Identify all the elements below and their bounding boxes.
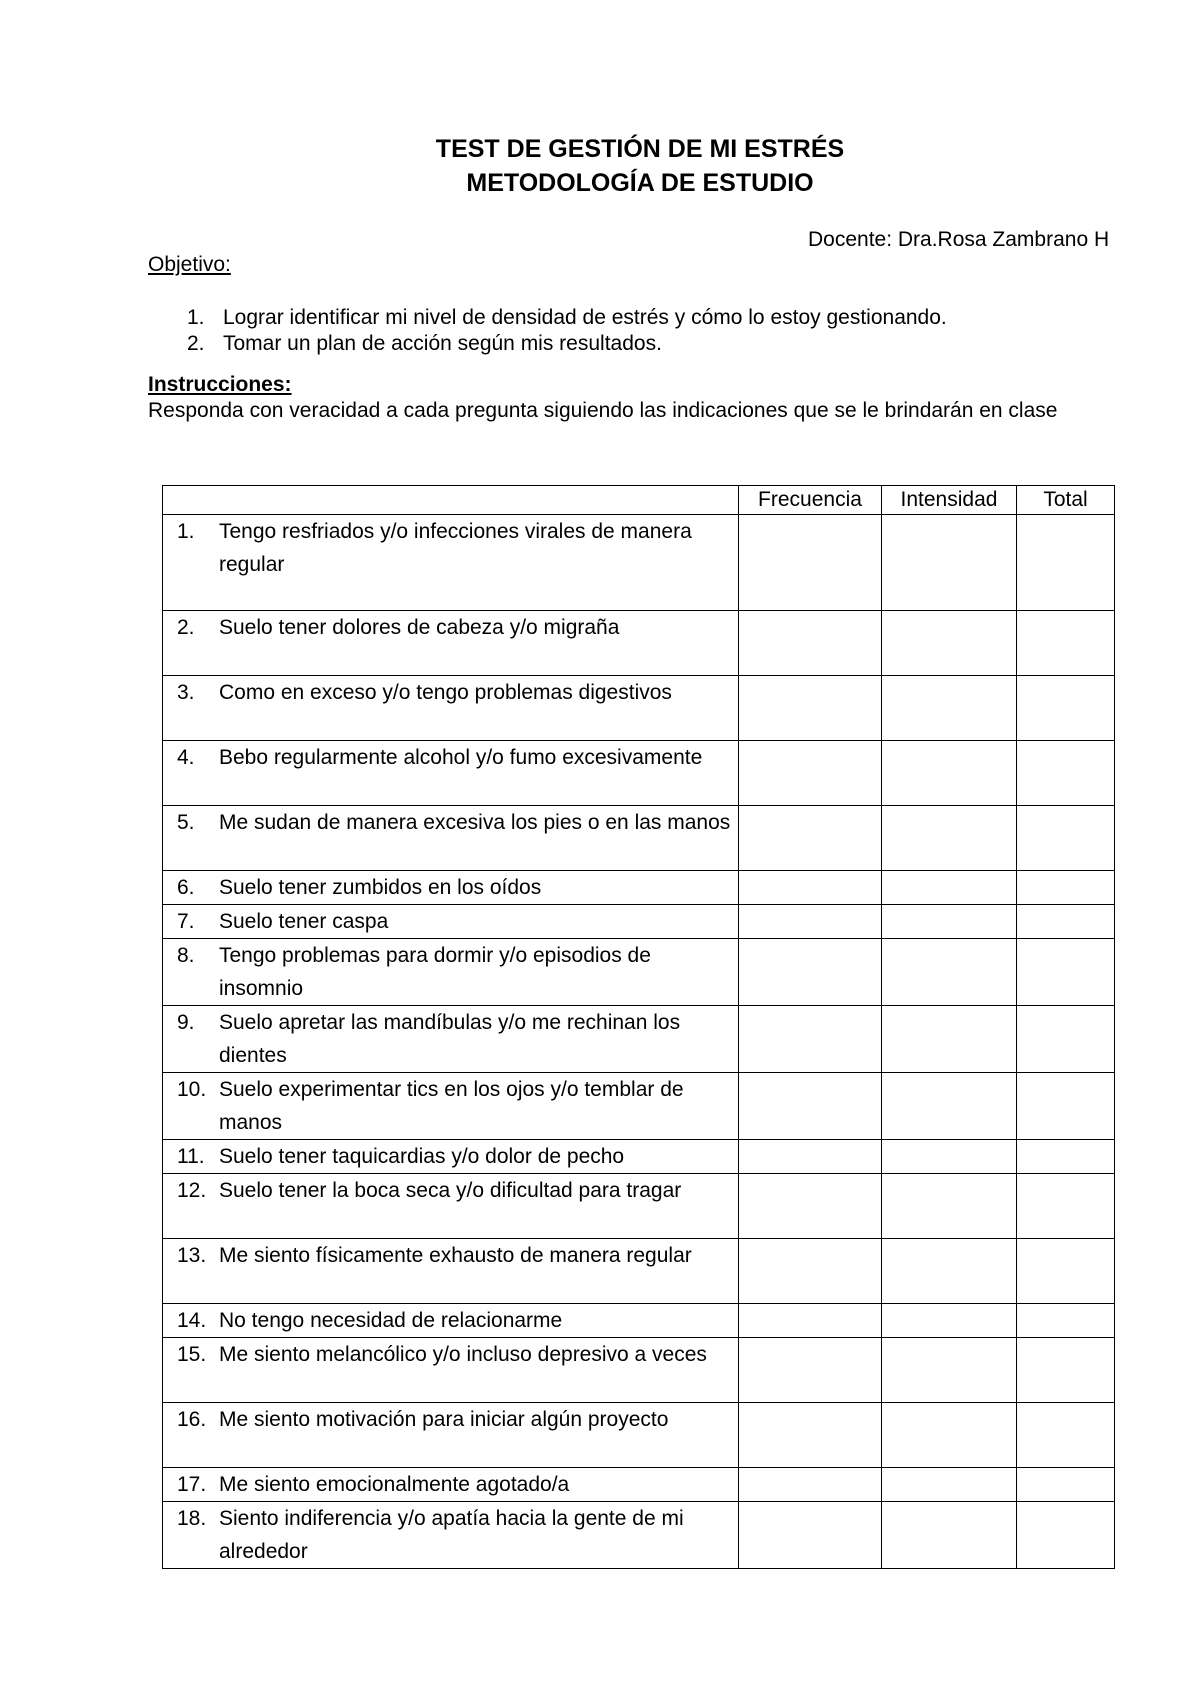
column-header-intensidad: Intensidad <box>882 486 1017 515</box>
question-text: Suelo tener dolores de cabeza y/o migraña <box>219 616 620 639</box>
objetivo-item-number: 2. <box>187 332 205 355</box>
question-cell <box>163 1073 739 1140</box>
intensidad-answer-cell[interactable] <box>882 1174 1017 1239</box>
question-cell <box>163 1338 739 1403</box>
question-number: 4. <box>177 746 195 769</box>
question-cell <box>163 1304 739 1338</box>
question-text: Suelo tener taquicardias y/o dolor de pecho <box>219 1145 625 1168</box>
total-answer-cell[interactable] <box>1017 741 1115 806</box>
table-row <box>163 806 1115 871</box>
question-text: Me siento físicamente exhausto de manera regular <box>219 1244 692 1267</box>
page-title: TEST DE GESTIÓN DE MI ESTRÉS <box>435 135 845 163</box>
question-number: 2. <box>177 616 195 639</box>
intensidad-answer-cell[interactable] <box>882 1468 1017 1502</box>
table-row <box>163 1338 1115 1403</box>
total-answer-cell[interactable] <box>1017 1338 1115 1403</box>
question-number: 11. <box>177 1145 205 1168</box>
total-answer-cell[interactable] <box>1017 611 1115 676</box>
question-number: 14. <box>177 1309 207 1332</box>
question-number: 7. <box>177 910 195 933</box>
intensidad-answer-cell[interactable] <box>882 905 1017 939</box>
total-answer-cell[interactable] <box>1017 905 1115 939</box>
total-answer-cell[interactable] <box>1017 1174 1115 1239</box>
intensidad-answer-cell[interactable] <box>882 515 1017 611</box>
frecuencia-answer-cell[interactable] <box>739 1140 882 1174</box>
intensidad-answer-cell[interactable] <box>882 1502 1017 1569</box>
intensidad-answer-cell[interactable] <box>882 741 1017 806</box>
question-number: 18. <box>177 1507 207 1530</box>
table-row <box>163 1239 1115 1304</box>
question-number: 12. <box>177 1179 207 1202</box>
question-cell <box>163 676 739 741</box>
total-answer-cell[interactable] <box>1017 515 1115 611</box>
frecuencia-answer-cell[interactable] <box>739 939 882 1006</box>
total-answer-cell[interactable] <box>1017 1502 1115 1569</box>
frecuencia-answer-cell[interactable] <box>739 1502 882 1569</box>
total-answer-cell[interactable] <box>1017 1006 1115 1073</box>
frecuencia-answer-cell[interactable] <box>739 806 882 871</box>
question-text: Me siento motivación para iniciar algún proyecto <box>219 1408 669 1431</box>
intensidad-answer-cell[interactable] <box>882 676 1017 741</box>
question-text: Me siento melancólico y/o incluso depresivo a veces <box>219 1343 707 1366</box>
total-answer-cell[interactable] <box>1017 1140 1115 1174</box>
total-answer-cell[interactable] <box>1017 1403 1115 1468</box>
instrucciones-text: Responda con veracidad a cada pregunta siguiendo las indicaciones que se le brindarán en clase <box>148 399 1058 422</box>
question-text: Me siento emocionalmente agotado/a <box>219 1473 570 1496</box>
frecuencia-answer-cell[interactable] <box>739 515 882 611</box>
question-cell <box>163 1239 739 1304</box>
question-text: Tengo problemas para dormir y/o episodios de insomnio <box>219 944 651 1000</box>
question-number: 5. <box>177 811 195 834</box>
table-row <box>163 905 1115 939</box>
table-row <box>163 1502 1115 1569</box>
frecuencia-answer-cell[interactable] <box>739 871 882 905</box>
total-answer-cell[interactable] <box>1017 1073 1115 1140</box>
frecuencia-answer-cell[interactable] <box>739 1304 882 1338</box>
total-answer-cell[interactable] <box>1017 1304 1115 1338</box>
question-cell <box>163 806 739 871</box>
total-answer-cell[interactable] <box>1017 806 1115 871</box>
intensidad-answer-cell[interactable] <box>882 939 1017 1006</box>
question-cell <box>163 1006 739 1073</box>
question-text: Como en exceso y/o tengo problemas digestivos <box>219 681 672 704</box>
table-row <box>163 676 1115 741</box>
total-answer-cell[interactable] <box>1017 939 1115 1006</box>
table-row <box>163 1073 1115 1140</box>
question-number: 3. <box>177 681 195 704</box>
frecuencia-answer-cell[interactable] <box>739 1006 882 1073</box>
frecuencia-answer-cell[interactable] <box>739 611 882 676</box>
table-row <box>163 1174 1115 1239</box>
total-answer-cell[interactable] <box>1017 676 1115 741</box>
column-header-total: Total <box>1017 486 1115 515</box>
intensidad-answer-cell[interactable] <box>882 1403 1017 1468</box>
question-text: Bebo regularmente alcohol y/o fumo excesivamente <box>219 746 703 769</box>
frecuencia-answer-cell[interactable] <box>739 1468 882 1502</box>
docente-label: Docente: Dra.Rosa Zambrano H <box>808 228 1110 251</box>
question-text: Suelo tener la boca seca y/o dificultad para tragar <box>219 1179 682 1202</box>
frecuencia-answer-cell[interactable] <box>739 1174 882 1239</box>
question-text: Suelo experimentar tics en los ojos y/o temblar de manos <box>219 1078 684 1134</box>
frecuencia-answer-cell[interactable] <box>739 1239 882 1304</box>
frecuencia-answer-cell[interactable] <box>739 676 882 741</box>
question-text: Tengo resfriados y/o infecciones virales de manera regular <box>219 520 692 576</box>
frecuencia-answer-cell[interactable] <box>739 905 882 939</box>
question-cell <box>163 515 739 611</box>
frecuencia-answer-cell[interactable] <box>739 1073 882 1140</box>
intensidad-answer-cell[interactable] <box>882 1338 1017 1403</box>
question-text: No tengo necesidad de relacionarme <box>219 1309 563 1332</box>
question-text: Me sudan de manera excesiva los pies o en las manos <box>219 811 731 834</box>
question-number: 9. <box>177 1011 195 1034</box>
question-number: 1. <box>177 520 195 543</box>
table-row <box>163 611 1115 676</box>
table-row <box>163 871 1115 905</box>
table-row <box>163 1403 1115 1468</box>
question-number: 15. <box>177 1343 207 1366</box>
question-cell <box>163 1468 739 1502</box>
frecuencia-answer-cell[interactable] <box>739 1403 882 1468</box>
objetivo-heading: Objetivo: <box>148 253 231 276</box>
question-cell <box>163 1502 739 1569</box>
table-row <box>163 1304 1115 1338</box>
total-answer-cell[interactable] <box>1017 1239 1115 1304</box>
frecuencia-answer-cell[interactable] <box>739 1338 882 1403</box>
intensidad-answer-cell[interactable] <box>882 1073 1017 1140</box>
question-number: 6. <box>177 876 195 899</box>
question-number: 13. <box>177 1244 207 1267</box>
table-row <box>163 741 1115 806</box>
question-text: Suelo tener zumbidos en los oídos <box>219 876 542 899</box>
objetivo-item-text: Tomar un plan de acción según mis resultados. <box>223 332 662 355</box>
intensidad-answer-cell[interactable] <box>882 806 1017 871</box>
intensidad-answer-cell[interactable] <box>882 1140 1017 1174</box>
table-row <box>163 939 1115 1006</box>
intensidad-answer-cell[interactable] <box>882 611 1017 676</box>
objetivo-item-text: Lograr identificar mi nivel de densidad de estrés y cómo lo estoy gestionando. <box>223 306 947 329</box>
column-header-question <box>163 486 739 515</box>
question-cell <box>163 939 739 1006</box>
question-cell <box>163 1140 739 1174</box>
page-subtitle: METODOLOGÍA DE ESTUDIO <box>466 169 814 197</box>
table-row <box>163 1140 1115 1174</box>
question-cell <box>163 1174 739 1239</box>
question-cell <box>163 611 739 676</box>
question-cell <box>163 905 739 939</box>
objetivo-item-number: 1. <box>187 306 205 329</box>
question-cell <box>163 741 739 806</box>
question-text: Suelo tener caspa <box>219 910 389 933</box>
intensidad-answer-cell[interactable] <box>882 1304 1017 1338</box>
table-row <box>163 1468 1115 1502</box>
question-cell <box>163 871 739 905</box>
question-number: 8. <box>177 944 195 967</box>
question-number: 10. <box>177 1078 207 1101</box>
intensidad-answer-cell[interactable] <box>882 1006 1017 1073</box>
question-number: 16. <box>177 1408 207 1431</box>
question-text: Siento indiferencia y/o apatía hacia la gente de mi alrededor <box>219 1507 684 1563</box>
question-cell <box>163 1403 739 1468</box>
stress-questionnaire-table <box>162 485 1115 1569</box>
table-row <box>163 1006 1115 1073</box>
question-number: 17. <box>177 1473 207 1496</box>
question-text: Suelo apretar las mandíbulas y/o me rechinan los dientes <box>219 1011 681 1067</box>
intensidad-answer-cell[interactable] <box>882 871 1017 905</box>
total-answer-cell[interactable] <box>1017 1468 1115 1502</box>
intensidad-answer-cell[interactable] <box>882 1239 1017 1304</box>
column-header-frecuencia: Frecuencia <box>739 486 882 515</box>
instrucciones-heading: Instrucciones: <box>148 373 292 396</box>
table-row <box>163 515 1115 611</box>
table-header-row <box>163 486 1115 515</box>
total-answer-cell[interactable] <box>1017 871 1115 905</box>
frecuencia-answer-cell[interactable] <box>739 741 882 806</box>
